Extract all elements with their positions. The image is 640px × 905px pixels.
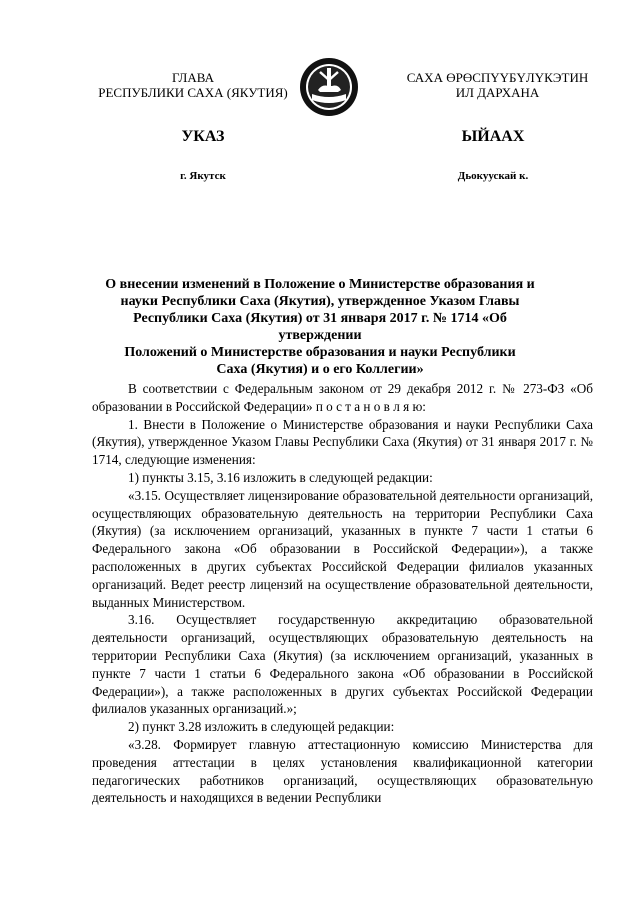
- header-right: [385, 70, 610, 100]
- header-right-line1: САХА ӨРӨСПҮҮБҮЛҮКЭТИН: [406, 70, 589, 85]
- body-paragraph: 3.16. Осуществляет государственную аккредитацию образовательной деятельности организаций, осуществляющих образовательную деятельность на территории Республики Саха (Якутия) (за исключением организаций, указанных в пункте 7 части 1 статьи 6 Федерального закона «Об образовании в Российской Федерации»), а также расположенных в других субъектах Российской Федерации филиалов указанных организаций.»;: [92, 612, 593, 717]
- header-left-line1: ГЛАВА: [172, 70, 214, 85]
- body-paragraph: В соответствии с Федеральным законом от 29 декабря 2012 г. № 273-ФЗ «Об образовании в Российской Федерации» п о с т а н о в л я ю:: [92, 381, 593, 414]
- header-left-line2: РЕСПУБЛИКИ САХА (ЯКУТИЯ): [98, 85, 288, 100]
- title-line: Республики Саха (Якутия) от 31 января 2017 г. № 1714 «Об утверждении: [133, 311, 507, 343]
- title-line: Положений о Министерстве образования и науки Республики: [124, 345, 516, 360]
- body-paragraph: 2) пункт 3.28 изложить в следующей редакции:: [128, 719, 395, 735]
- doc-type-ru: УКАЗ: [181, 128, 225, 145]
- body-paragraph: 1) пункты 3.15, 3.16 изложить в следующей редакции:: [128, 469, 433, 485]
- body-paragraph: 1. Внести в Положение о Министерстве образования и науки Республики Саха (Якутия), утвержденное Указом Главы Республики Саха (Якутия) от 31 января 2017 г. № 1714, следующие изменения:: [92, 416, 593, 468]
- title-line: Саха (Якутия) и о его Коллегии»: [216, 362, 424, 377]
- title-line: науки Республики Саха (Якутия), утвержденное Указом Главы: [120, 294, 520, 309]
- document-body: [92, 380, 593, 807]
- header-right-line2: ИЛ ДАРХАНА: [455, 85, 540, 100]
- doc-type-sah: ЫЙААХ: [461, 128, 525, 145]
- city-sah: Дьокуускай к.: [457, 170, 529, 182]
- body-paragraph: «3.28. Формирует главную аттестационную комиссию Министерства для проведения аттестации в целях установления квалификационной категории педагогических работников организаций, осуществляющих образовательную деятельность и находящихся в ведении Республики: [92, 736, 593, 806]
- city-ru: г. Якутск: [180, 170, 226, 182]
- body-paragraph: «3.15. Осуществляет лицензирование образовательной деятельности организаций, осуществляющих образовательную деятельность на территории Республики Саха (Якутия) (за исключением организаций, указанных в пункте 7 части 1 статьи 6 Федерального закона «Об образовании в Российской Федерации»), а также расположенных в других субъектах Российской Федерации филиалов указанных организаций. Ведет реестр лицензий на осуществление образовательной деятельности, выданных Министерством.: [92, 487, 593, 610]
- header-left: [83, 70, 303, 100]
- coat-of-arms-icon: [298, 56, 360, 118]
- title-line: О внесении изменений в Положение о Министерстве образования и: [105, 277, 535, 292]
- document-title: [92, 276, 548, 378]
